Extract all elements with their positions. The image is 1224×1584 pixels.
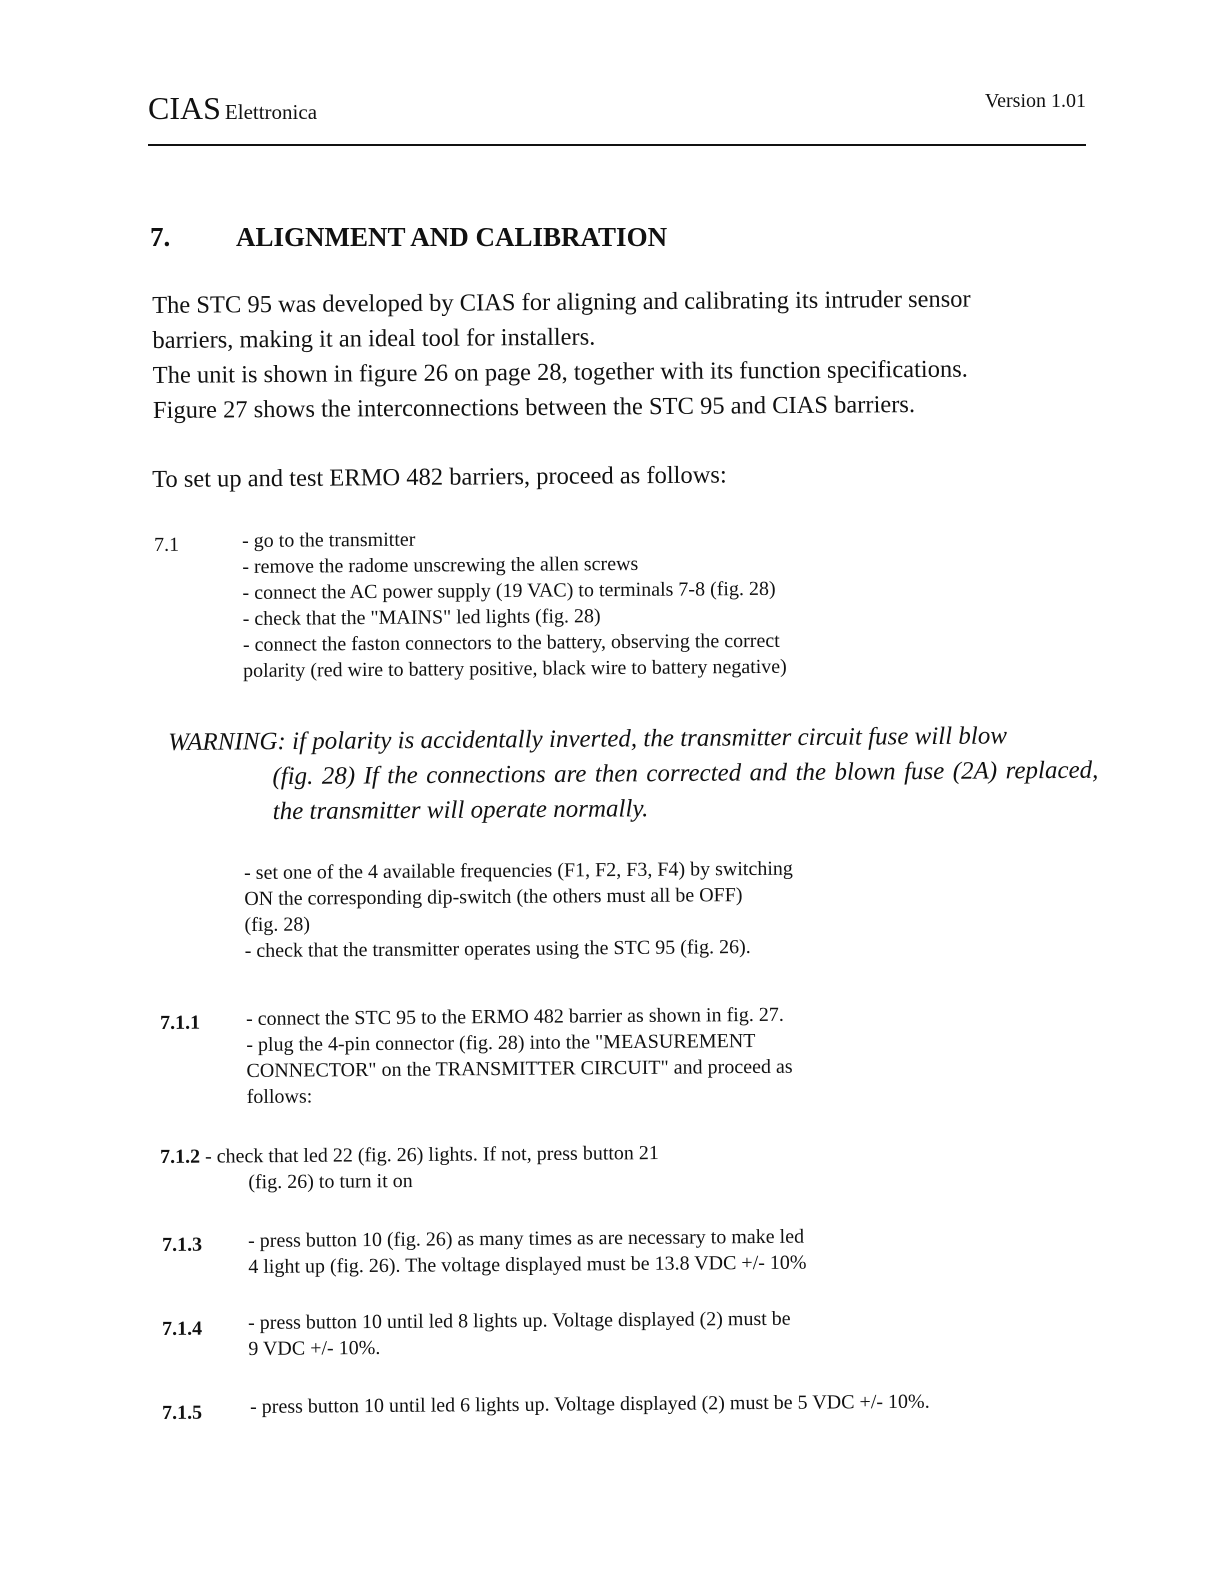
intro-paragraph <box>152 281 1103 428</box>
lead-in: To set up and test ERMO 482 barriers, proceed as follows: <box>152 461 727 493</box>
step-line: polarity (red wire to battery positive, black wire to battery negative) <box>243 655 787 682</box>
section-heading <box>150 222 667 253</box>
step-line: - set one of the 4 available frequencies (F1, F2, F3, F4) by switching <box>244 857 793 884</box>
step-number: 7.1 <box>154 533 180 556</box>
warning-note <box>168 718 1099 830</box>
step-number: 7.1.2 <box>160 1145 201 1168</box>
version-label: Version 1.01 <box>984 90 1086 112</box>
step-line: (fig. 28) <box>244 913 311 936</box>
step-7-1-5-body <box>250 1389 930 1420</box>
step-line: ON the corresponding dip-switch (the others must all be OFF) <box>244 884 743 910</box>
step-text: - check that led 22 (fig. 26) lights. If not, press button 21 <box>200 1142 659 1168</box>
step-line <box>160 1140 659 1170</box>
warning-rest: (fig. 28) If the connections are then corrected and the blown fuse (2A) replaced, the transmitter will operate normally. <box>272 756 1099 826</box>
intro-line: The unit is shown in figure 26 on page 28, together with its function specifications. <box>152 355 968 389</box>
step-line: - connect the AC power supply (19 VAC) to terminals 7-8 (fig. 28) <box>242 577 776 604</box>
step-line: - connect the STC 95 to the ERMO 482 barrier as shown in fig. 27. <box>246 1003 784 1030</box>
step-line: 9 VDC +/- 10%. <box>248 1336 381 1360</box>
step-line: - press button 10 (fig. 26) as many times as are necessary to make led <box>248 1225 805 1252</box>
step-7-1-4-body <box>248 1306 791 1362</box>
step-line: follows: <box>246 1085 313 1108</box>
step-7-1-1-body <box>246 1002 793 1110</box>
step-line: CONNECTOR" on the TRANSMITTER CIRCUIT" and proceed as <box>246 1055 793 1082</box>
company-main: CIAS <box>148 90 221 126</box>
step-7-1-3-body <box>248 1224 807 1280</box>
section-number: 7. <box>150 222 171 252</box>
step-number: 7.1.1 <box>160 1011 201 1034</box>
page-header <box>148 84 1086 146</box>
section-title: ALIGNMENT AND CALIBRATION <box>236 222 668 252</box>
intro-line: The STC 95 was developed by CIAS for aligning and calibrating its intruder sensor <box>152 285 971 319</box>
step-7-1-continued <box>244 856 794 964</box>
step-line: - go to the transmitter <box>242 528 416 552</box>
company-sub: Elettronica <box>224 100 318 124</box>
step-line: 4 light up (fig. 26). The voltage displayed must be 13.8 VDC +/- 10% <box>248 1251 807 1278</box>
step-number: 7.1.3 <box>162 1233 203 1256</box>
step-line: - check that the "MAINS" led lights (fig. 28) <box>242 605 601 630</box>
step-number: 7.1.4 <box>162 1317 203 1340</box>
warning-first-line: WARNING: if polarity is accidentally inverted, the transmitter circuit fuse will blow <box>168 722 1008 756</box>
step-number: 7.1.5 <box>162 1401 203 1424</box>
step-line: - connect the faston connectors to the battery, observing the correct <box>242 629 780 656</box>
intro-line: barriers, making it an ideal tool for installers. <box>152 323 596 354</box>
step-line: - press button 10 until led 8 lights up. Voltage displayed (2) must be <box>248 1307 791 1334</box>
step-7-1-body <box>242 524 787 684</box>
step-line: - remove the radome unscrewing the allen screws <box>242 552 639 578</box>
step-line: - press button 10 until led 6 lights up. Voltage displayed (2) must be 5 VDC +/- 10%. <box>250 1390 930 1418</box>
step-line: - plug the 4-pin connector (fig. 28) into the "MEASUREMENT <box>246 1029 756 1056</box>
step-line: - check that the transmitter operates using the STC 95 (fig. 26). <box>244 936 751 962</box>
step-7-1-2 <box>160 1140 659 1196</box>
intro-line: Figure 27 shows the interconnections between the STC 95 and CIAS barriers. <box>152 391 916 424</box>
step-line: (fig. 26) to turn it on <box>248 1170 413 1194</box>
company-name <box>148 90 317 127</box>
